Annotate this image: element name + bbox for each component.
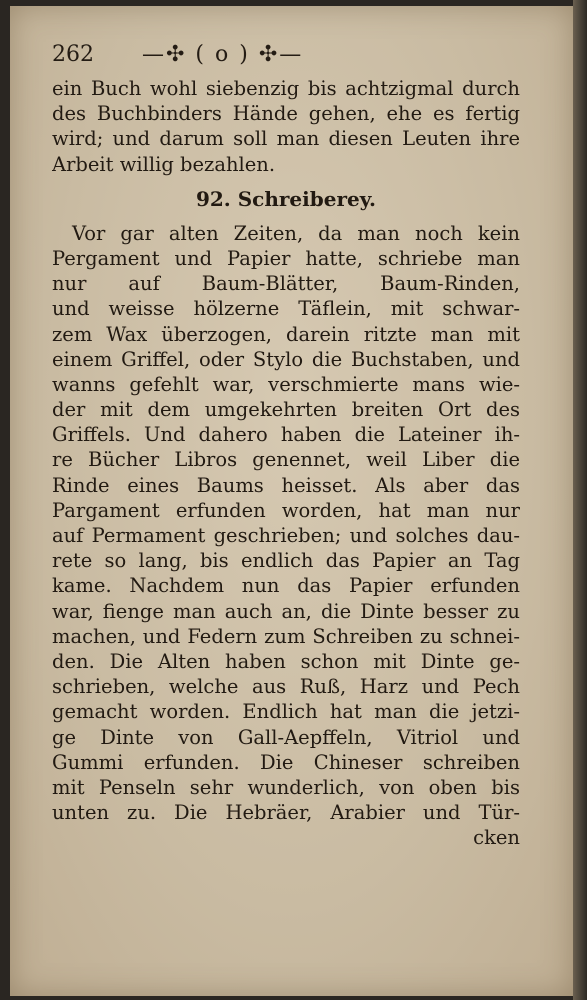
- text-line: gemacht worden. Endlich hat man die jetzi-: [52, 700, 520, 724]
- text-line: wanns gefehlt war, verschmierte mans wie-: [52, 372, 520, 396]
- text-line: der mit dem umgekehrten breiten Ort des: [52, 398, 520, 422]
- text-block: [52, 76, 520, 850]
- paragraph-continuation: [52, 76, 520, 177]
- text-line: Pargament erfunden worden, hat man nur: [52, 498, 520, 522]
- text-line: den. Die Alten haben schon mit Dinte ge-: [52, 649, 520, 673]
- page-header: [52, 42, 522, 78]
- section-heading: 92. Schreiberey.: [195, 186, 377, 211]
- page-edge: [573, 0, 587, 1000]
- running-head-ornament: —✣ ( o ) ✣—: [142, 42, 304, 67]
- text-line: des Buchbinders Hände gehen, ehe es fertig: [52, 102, 520, 126]
- text-line: nur auf Baum-Blätter, Baum-Rinden,: [52, 272, 520, 296]
- page-number: 262: [52, 42, 94, 67]
- text-line: einem Griffel, oder Stylo die Buchstaben, und: [52, 347, 520, 371]
- text-line: Arbeit willig bezahlen.: [52, 152, 276, 176]
- text-line: Rinde eines Baums heisset. Als aber das: [52, 473, 520, 497]
- text-line: re Bücher Libros genennet, weil Liber die: [52, 448, 520, 472]
- text-line: rete so lang, bis endlich das Papier an Tag: [52, 549, 520, 573]
- paragraph-schreiberey: [52, 221, 520, 826]
- text-line: auf Permament geschrieben; und solches dau-: [52, 524, 520, 547]
- text-line: mit Penseln sehr wunderlich, von oben bis: [52, 775, 520, 799]
- text-line: ein Buch wohl siebenzig bis achtzigmal durch: [52, 77, 520, 100]
- text-line: war, fienge man auch an, die Dinte besser zu: [52, 599, 520, 623]
- text-line: Pergament und Papier hatte, schriebe man: [52, 246, 520, 270]
- text-line: kame. Nachdem nun das Papier erfunden: [52, 574, 520, 598]
- text-line: unten zu. Die Hebräer, Arabier und Tür-: [52, 801, 520, 825]
- text-line: Gummi erfunden. Die Chineser schreiben: [52, 750, 520, 774]
- text-line: Vor gar alten Zeiten, da man noch kein: [72, 221, 520, 245]
- text-line: zem Wax überzogen, darein ritzte man mit: [52, 322, 520, 346]
- text-line: schrieben, welche aus Ruß, Harz und Pech: [52, 675, 520, 699]
- text-line: und weisse hölzerne Täflein, mit schwar-: [52, 297, 520, 321]
- text-line: Griffels. Und dahero haben die Lateiner ih-: [52, 423, 520, 447]
- text-line: ge Dinte von Gall-Aepffeln, Vitriol und: [52, 725, 520, 749]
- text-line: wird; und darum soll man diesen Leuten ihre: [52, 127, 520, 151]
- catchword: cken: [473, 826, 520, 850]
- text-line: machen, und Federn zum Schreiben zu schnei-: [52, 624, 520, 648]
